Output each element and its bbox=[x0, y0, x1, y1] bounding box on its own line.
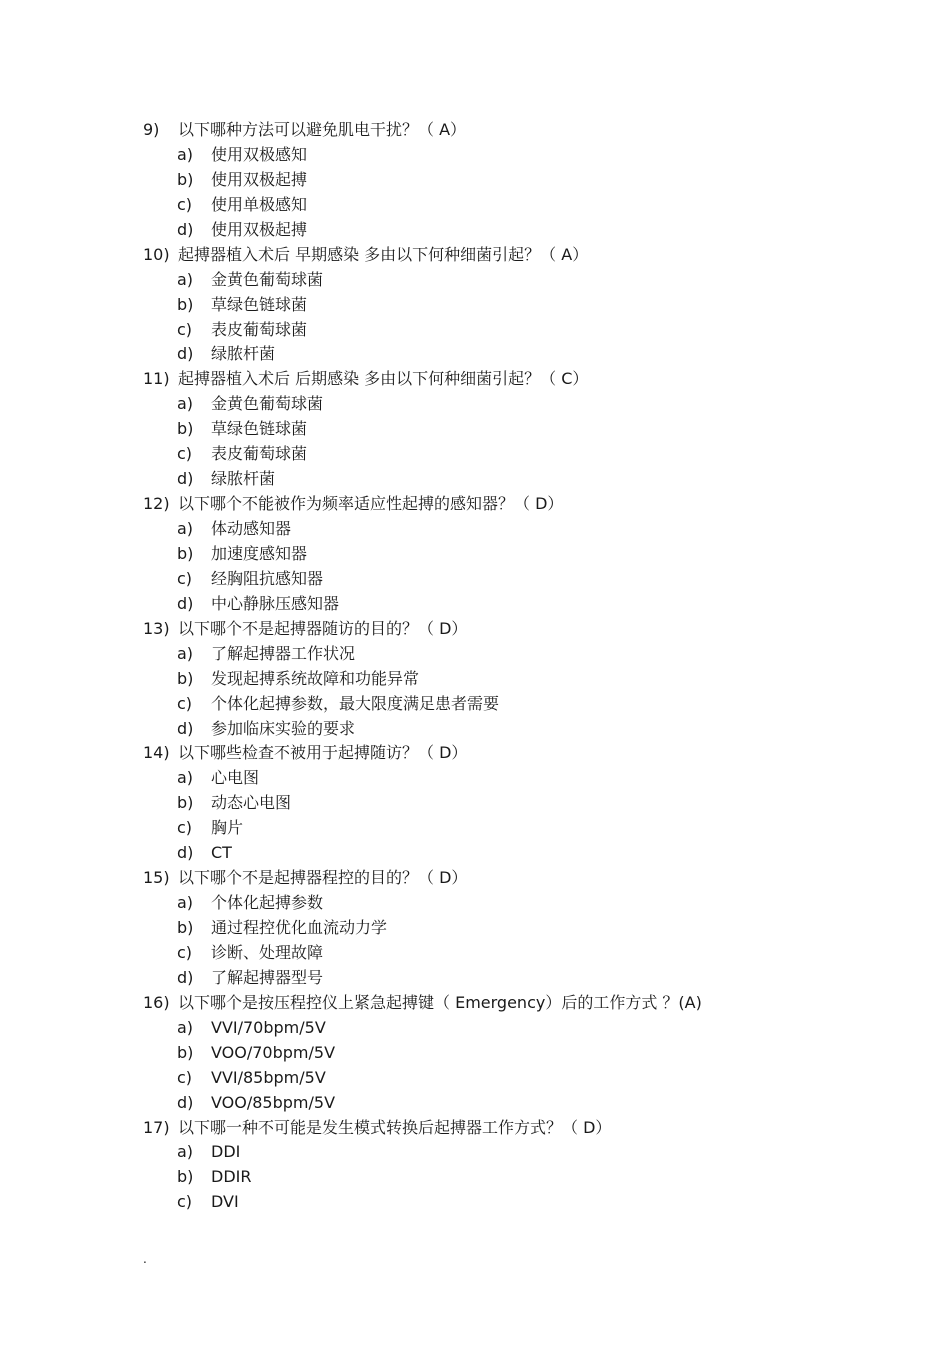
option-item bbox=[0, 1165, 950, 1190]
option-text: 绿脓杆菌 bbox=[211, 469, 276, 489]
option-text: 诊断、处理故障 bbox=[211, 942, 324, 962]
option-text: 使用单极感知 bbox=[211, 194, 308, 214]
option-item bbox=[0, 1066, 950, 1091]
option-text: 草绿色链球菌 bbox=[211, 419, 308, 439]
option-text: 个体化起搏参数 bbox=[211, 893, 324, 913]
option-item bbox=[0, 467, 950, 492]
option-item bbox=[0, 342, 950, 367]
option-item bbox=[0, 567, 950, 592]
option-text: VOO/85bpm/5V bbox=[211, 1092, 336, 1112]
option-text: VVI/85bpm/5V bbox=[211, 1067, 326, 1087]
option-text: 了解起搏器型号 bbox=[211, 967, 324, 987]
question-text: 以下哪个不能被作为频率适应性起搏的感知器？（ D） bbox=[178, 494, 564, 514]
option-text: 使用双极起搏 bbox=[211, 219, 308, 239]
option-text: 胸片 bbox=[211, 818, 244, 838]
option-item bbox=[0, 1091, 950, 1116]
option-item bbox=[0, 941, 950, 966]
option-letter: a) bbox=[177, 893, 194, 913]
option-text: DVI bbox=[211, 1192, 239, 1212]
option-letter: a) bbox=[177, 1142, 194, 1162]
option-letter: d) bbox=[177, 1092, 194, 1112]
option-item bbox=[0, 667, 950, 692]
option-item bbox=[0, 517, 950, 542]
question-text: 以下哪些检查不被用于起搏随访？（ D） bbox=[178, 743, 468, 763]
option-item bbox=[0, 293, 950, 318]
question-16 bbox=[0, 991, 950, 1016]
option-text: 金黄色葡萄球菌 bbox=[211, 269, 324, 289]
option-letter: c) bbox=[177, 194, 193, 214]
option-letter: b) bbox=[177, 169, 194, 189]
option-item bbox=[0, 717, 950, 742]
option-text: 表皮葡萄球菌 bbox=[211, 319, 308, 339]
question-number: 13) bbox=[143, 618, 170, 638]
option-text: 动态心电图 bbox=[211, 793, 292, 813]
option-item bbox=[0, 1041, 950, 1066]
question-number: 11) bbox=[143, 369, 170, 389]
question-text: 以下哪种方法可以避免肌电干扰？（ A） bbox=[178, 120, 467, 139]
question-number: 12) bbox=[143, 494, 170, 514]
question-text: 起搏器植入术后 后期感染 多由以下何种细菌引起？（ C） bbox=[178, 369, 589, 389]
option-letter: d) bbox=[177, 967, 194, 987]
option-text: 通过程控优化血流动力学 bbox=[211, 918, 388, 937]
question-text: 以下哪一种不可能是发生模式转换后起搏器工作方式？（ D） bbox=[178, 1117, 612, 1137]
question-text: 起搏器植入术后 早期感染 多由以下何种细菌引起？（ A） bbox=[178, 244, 589, 264]
option-letter: b) bbox=[177, 793, 194, 813]
option-item bbox=[0, 692, 950, 717]
option-item bbox=[0, 816, 950, 841]
question-text: 以下哪个不是起搏器程控的目的？（ D） bbox=[178, 868, 468, 888]
option-item bbox=[0, 592, 950, 617]
question-number: 10) bbox=[143, 244, 170, 264]
option-item bbox=[0, 542, 950, 567]
question-text: 以下哪个是按压程控仪上紧急起搏键（ Emergency）后的工作方式 ？(A) bbox=[178, 992, 702, 1012]
option-item bbox=[0, 916, 950, 941]
question-number: 14) bbox=[143, 743, 170, 763]
option-text: DDI bbox=[211, 1142, 241, 1162]
option-text: 使用双极起搏 bbox=[211, 169, 308, 189]
option-text: 体动感知器 bbox=[211, 519, 292, 538]
option-letter: a) bbox=[177, 394, 194, 414]
option-item bbox=[0, 218, 950, 243]
option-item bbox=[0, 268, 950, 293]
option-item bbox=[0, 891, 950, 916]
option-letter: b) bbox=[177, 543, 194, 563]
option-letter: a) bbox=[177, 643, 194, 663]
option-letter: b) bbox=[177, 668, 194, 688]
option-letter: d) bbox=[177, 718, 194, 738]
option-text: 使用双极感知 bbox=[211, 144, 308, 164]
option-item bbox=[0, 766, 950, 791]
option-item bbox=[0, 168, 950, 193]
option-letter: d) bbox=[177, 843, 194, 863]
question-14 bbox=[0, 741, 950, 766]
option-item bbox=[0, 143, 950, 168]
option-item bbox=[0, 318, 950, 343]
option-text: 草绿色链球菌 bbox=[211, 294, 308, 314]
option-item bbox=[0, 193, 950, 218]
question-15 bbox=[0, 866, 950, 891]
option-letter: c) bbox=[177, 693, 193, 713]
option-letter: a) bbox=[177, 269, 194, 289]
option-item bbox=[0, 1140, 950, 1165]
option-item bbox=[0, 417, 950, 442]
option-letter: d) bbox=[177, 469, 194, 489]
option-letter: c) bbox=[177, 1067, 193, 1087]
option-letter: c) bbox=[177, 942, 193, 962]
footer-mark: . bbox=[143, 1252, 147, 1266]
option-text: 绿脓杆菌 bbox=[211, 344, 276, 364]
option-letter: c) bbox=[177, 444, 193, 464]
option-letter: b) bbox=[177, 294, 194, 314]
question-12 bbox=[0, 492, 950, 517]
option-text: VVI/70bpm/5V bbox=[211, 1017, 326, 1037]
question-17 bbox=[0, 1116, 950, 1141]
option-item bbox=[0, 1016, 950, 1041]
option-letter: d) bbox=[177, 219, 194, 239]
question-number: 17) bbox=[143, 1117, 170, 1137]
question-number: 16) bbox=[143, 992, 170, 1012]
option-item bbox=[0, 966, 950, 991]
option-text: 发现起搏系统故障和功能异常 bbox=[211, 668, 420, 688]
option-text: VOO/70bpm/5V bbox=[211, 1042, 336, 1062]
option-letter: b) bbox=[177, 1042, 194, 1062]
option-text: 经胸阻抗感知器 bbox=[211, 568, 324, 588]
option-letter: b) bbox=[177, 918, 194, 937]
option-text: DDIR bbox=[211, 1167, 252, 1187]
question-9 bbox=[0, 118, 950, 143]
option-letter: a) bbox=[177, 768, 194, 788]
question-text: 以下哪个不是起搏器随访的目的？（ D） bbox=[178, 618, 468, 638]
option-item bbox=[0, 442, 950, 467]
option-letter: c) bbox=[177, 568, 193, 588]
question-10 bbox=[0, 243, 950, 268]
option-text: 参加临床实验的要求 bbox=[211, 718, 356, 738]
option-text: 中心静脉压感知器 bbox=[211, 593, 340, 613]
question-11 bbox=[0, 367, 950, 392]
option-item bbox=[0, 1190, 950, 1215]
option-text: 心电图 bbox=[211, 768, 260, 788]
option-letter: a) bbox=[177, 1017, 194, 1037]
option-letter: b) bbox=[177, 1167, 194, 1187]
question-list bbox=[0, 118, 950, 1215]
option-item bbox=[0, 642, 950, 667]
option-text: 了解起搏器工作状况 bbox=[211, 643, 356, 663]
option-letter: c) bbox=[177, 818, 193, 838]
option-letter: d) bbox=[177, 344, 194, 364]
option-item bbox=[0, 841, 950, 866]
option-letter: a) bbox=[177, 144, 194, 164]
option-letter: a) bbox=[177, 519, 194, 538]
option-letter: c) bbox=[177, 1192, 193, 1212]
option-letter: b) bbox=[177, 419, 194, 439]
option-text: 金黄色葡萄球菌 bbox=[211, 394, 324, 414]
question-13 bbox=[0, 617, 950, 642]
option-letter: c) bbox=[177, 319, 193, 339]
option-letter: d) bbox=[177, 593, 194, 613]
option-item bbox=[0, 392, 950, 417]
question-number: 15) bbox=[143, 868, 170, 888]
question-number: 9) bbox=[143, 120, 160, 139]
option-text: 个体化起搏参数，最大限度满足患者需要 bbox=[211, 693, 500, 713]
option-text: 表皮葡萄球菌 bbox=[211, 444, 308, 464]
option-item bbox=[0, 791, 950, 816]
option-text: CT bbox=[211, 843, 232, 863]
option-text: 加速度感知器 bbox=[211, 543, 308, 563]
